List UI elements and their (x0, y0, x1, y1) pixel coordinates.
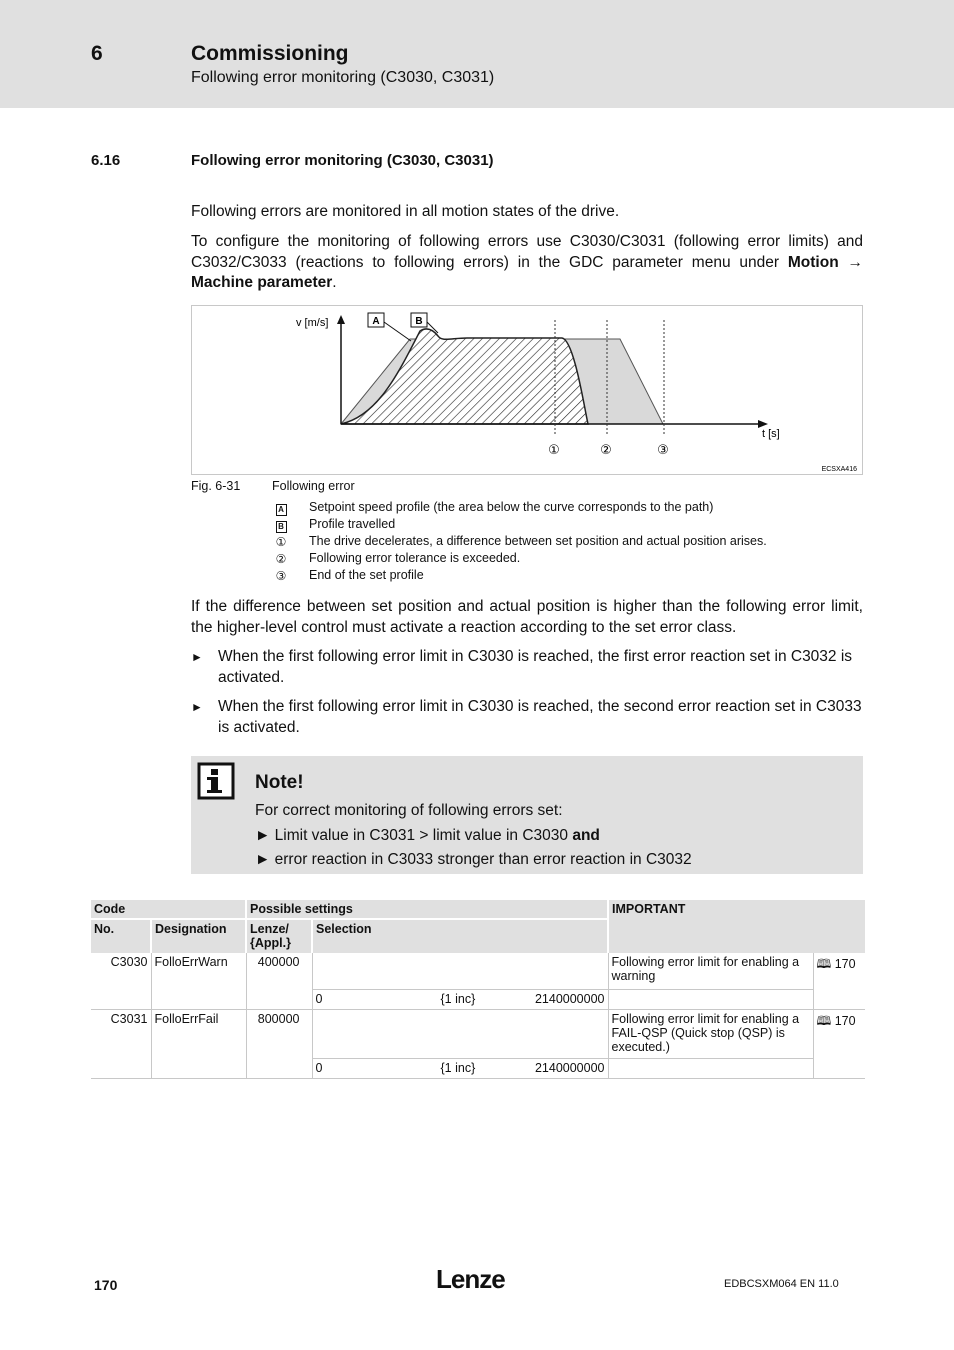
legend-text: Setpoint speed profile (the area below the curve corresponds to the path) (309, 500, 714, 514)
page-reference (813, 953, 865, 1010)
x-axis-arrow (758, 420, 768, 428)
section-number: 6.16 (91, 152, 121, 169)
selection-step: {1 inc} (440, 992, 476, 1006)
figure-title: Following error (272, 479, 355, 493)
document-code: EDBCSXM064 EN 11.0 (724, 1278, 839, 1290)
figure-box (191, 305, 863, 475)
lenze-logo: Lenze (436, 1264, 505, 1294)
page-number: 170 (94, 1277, 118, 1293)
note-line-1-bold: and (572, 827, 600, 844)
following-error-diagram (192, 306, 864, 476)
book-icon: 🕮 (816, 1014, 832, 1028)
marker-b-label: B (415, 316, 423, 327)
bullet-text: When the first following error limit in C3030 is reached, the second error reaction set in C3033 is activated. (218, 698, 862, 736)
config-paragraph (191, 232, 863, 294)
legend-key-3: ③ (275, 569, 287, 583)
page-reference (813, 1010, 865, 1079)
note-line-1-text: ► Limit value in C3031 > limit value in C3030 (255, 827, 573, 844)
header-code: Code (94, 902, 126, 916)
lenze-value: 800000 (246, 1010, 312, 1079)
table-row (91, 953, 865, 990)
parameter-table (91, 900, 865, 1079)
marker-2-label: ② (600, 443, 612, 458)
code-designation: FolloErrWarn (151, 953, 246, 1010)
chapter-subtitle: Following error monitoring (C3030, C3031) (191, 69, 495, 86)
travelled-profile-area (341, 329, 588, 424)
legend-text: Profile travelled (309, 517, 396, 531)
important-text: Following error limit for enabling a FAIL-QSP (Quick stop (QSP) is executed.) (608, 1010, 813, 1059)
bullet-text: When the first following error limit in C3030 is reached, the first error reaction set in C3032 is activated. (218, 648, 853, 686)
code-designation: FolloErrFail (151, 1010, 246, 1079)
legend-text: The drive decelerates, a difference between set position and actual position arises. (309, 534, 767, 548)
config-text: To configure the monitoring of following errors use C3030/C3031 (following error limits) and C3032/C3033 (reactions to following errors) in the GDC parameter menu under (191, 233, 863, 271)
note-box (191, 756, 863, 874)
header-lenze: Lenze/ {Appl.} (246, 919, 312, 953)
lenze-value: 400000 (246, 953, 312, 1010)
table-header-row (91, 900, 865, 919)
legend-text: Following error tolerance is exceeded. (309, 551, 521, 565)
header-important: IMPORTANT (608, 900, 865, 953)
bullet-arrow-icon: ► (191, 650, 203, 664)
legend-key-b: B (276, 521, 287, 533)
header-possible-settings: Possible settings (246, 900, 608, 919)
marker-1-label: ① (548, 443, 560, 458)
page-reference-number: 170 (834, 1014, 856, 1028)
legend-key-a: A (276, 504, 287, 516)
code-no: C3030 (91, 953, 151, 1010)
y-axis-label: v [m/s] (296, 317, 329, 329)
note-line-1 (255, 827, 600, 845)
header-no: No. (91, 919, 151, 953)
reaction-paragraph: If the difference between set position and actual position is higher than the following error limit, the higher-level control must activate a reaction according to the set error class. (191, 598, 863, 636)
selection-min: 0 (315, 1061, 323, 1075)
figure-code: ECSXA416 (821, 466, 857, 473)
header-designation: Designation (151, 919, 246, 953)
info-icon (197, 762, 235, 800)
selection-max: 2140000000 (534, 992, 605, 1006)
selection-range (312, 990, 608, 1010)
x-axis-label: t [s] (762, 428, 780, 440)
marker-3-label: ③ (657, 443, 669, 458)
marker-a-label: A (372, 316, 380, 327)
legend-text: End of the set profile (309, 568, 424, 582)
header-selection: Selection (312, 919, 608, 953)
page-reference-number: 170 (834, 957, 856, 971)
figure-number: Fig. 6-31 (191, 479, 241, 493)
config-end: . (332, 274, 337, 291)
header-band (0, 0, 954, 108)
selection-step: {1 inc} (440, 1061, 476, 1075)
chapter-number: 6 (91, 42, 103, 65)
selection-max: 2140000000 (534, 1061, 605, 1075)
selection-range (312, 1059, 608, 1079)
bullet-arrow-icon: ► (191, 700, 203, 714)
table-row (91, 1010, 865, 1059)
note-line-2: ► error reaction in C3033 stronger than error reaction in C3032 (255, 851, 692, 868)
section-title: Following error monitoring (C3030, C3031) (191, 152, 494, 169)
book-icon: 🕮 (816, 957, 832, 971)
code-no: C3031 (91, 1010, 151, 1079)
important-text: Following error limit for enabling a warning (608, 953, 813, 990)
y-axis-arrow (337, 315, 345, 324)
chapter-title: Commissioning (191, 42, 349, 65)
legend-key-1: ① (275, 535, 287, 549)
note-intro: For correct monitoring of following errors set: (255, 802, 563, 819)
intro-paragraph: Following errors are monitored in all motion states of the drive. (191, 203, 620, 220)
menu-path: Motion → Machine parameter (191, 253, 863, 291)
legend-key-2: ② (275, 552, 287, 566)
selection-min: 0 (315, 992, 323, 1006)
note-title: Note! (255, 772, 304, 793)
marker-a-pointer (384, 322, 411, 341)
